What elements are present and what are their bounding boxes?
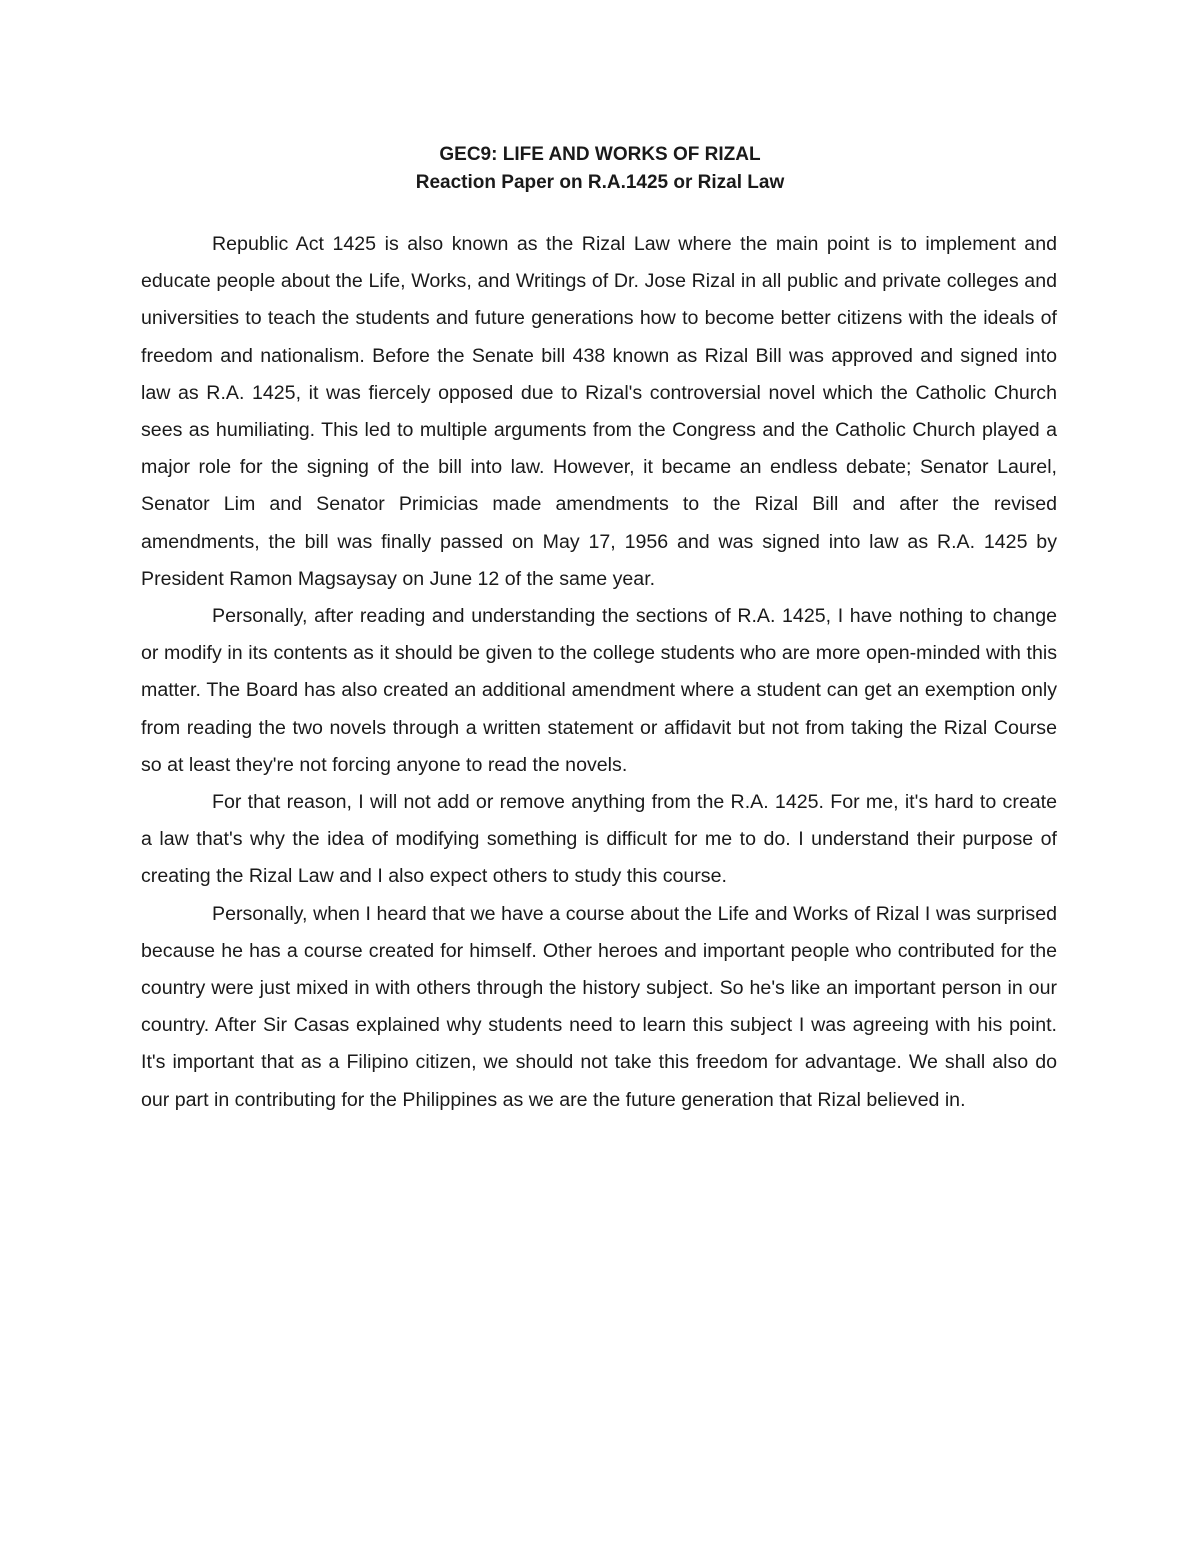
- document-header: [141, 141, 1059, 197]
- paragraph: For that reason, I will not add or remove anything from the R.A. 1425. For me, it's hard to create a law that's why the idea of modifying something is difficult for me to do. I understand their purpose of creating the Rizal Law and I also expect others to study this course.: [141, 791, 1057, 888]
- paper-title: Reaction Paper on R.A.1425 or Rizal Law: [415, 172, 785, 193]
- paragraph: Personally, when I heard that we have a course about the Life and Works of Rizal I was surprised because he has a course created for himself. Other heroes and important people who contributed for the country were just mixed in with others through the history subject. So he's like an important person in our country. After Sir Casas explained why students need to learn this subject I was agreeing with his point. It's important that as a Filipino citizen, we should not take this freedom for advantage. We shall also do our part in contributing for the Philippines as we are the future generation that Rizal believed in.: [141, 902, 1057, 1111]
- paragraph: Republic Act 1425 is also known as the Rizal Law where the main point is to implement and educate people about the Life, Works, and Writings of Dr. Jose Rizal in all public and private colleges and universities to teach the students and future generations how to become better citizens with the ideals of freedom and nationalism. Before the Senate bill 438 known as Rizal Bill was approved and signed into law as R.A. 1425, it was fiercely opposed due to Rizal's controversial novel which the Catholic Church sees as humiliating. This led to multiple arguments from the Congress and the Catholic Church played a major role for the signing of the bill into law. However, it became an endless debate; Senator Laurel, Senator Lim and Senator Primicias made amendments to the Rizal Bill and after the revised amendments, the bill was finally passed on May 17, 1956 and was signed into law as R.A. 1425 by President Ramon Magsaysay on June 12 of the same year.: [141, 233, 1057, 590]
- course-title: GEC9: LIFE AND WORKS OF RIZAL: [439, 144, 761, 165]
- paragraph: Personally, after reading and understanding the sections of R.A. 1425, I have nothing to change or modify in its contents as it should be given to the college students who are more open-minded with this matter. The Board has also created an additional amendment where a student can get an exemption only from reading the two novels through a written statement or affidavit but not from taking the Rizal Course so at least they're not forcing anyone to read the novels.: [141, 605, 1057, 776]
- document-body: [141, 226, 1057, 1119]
